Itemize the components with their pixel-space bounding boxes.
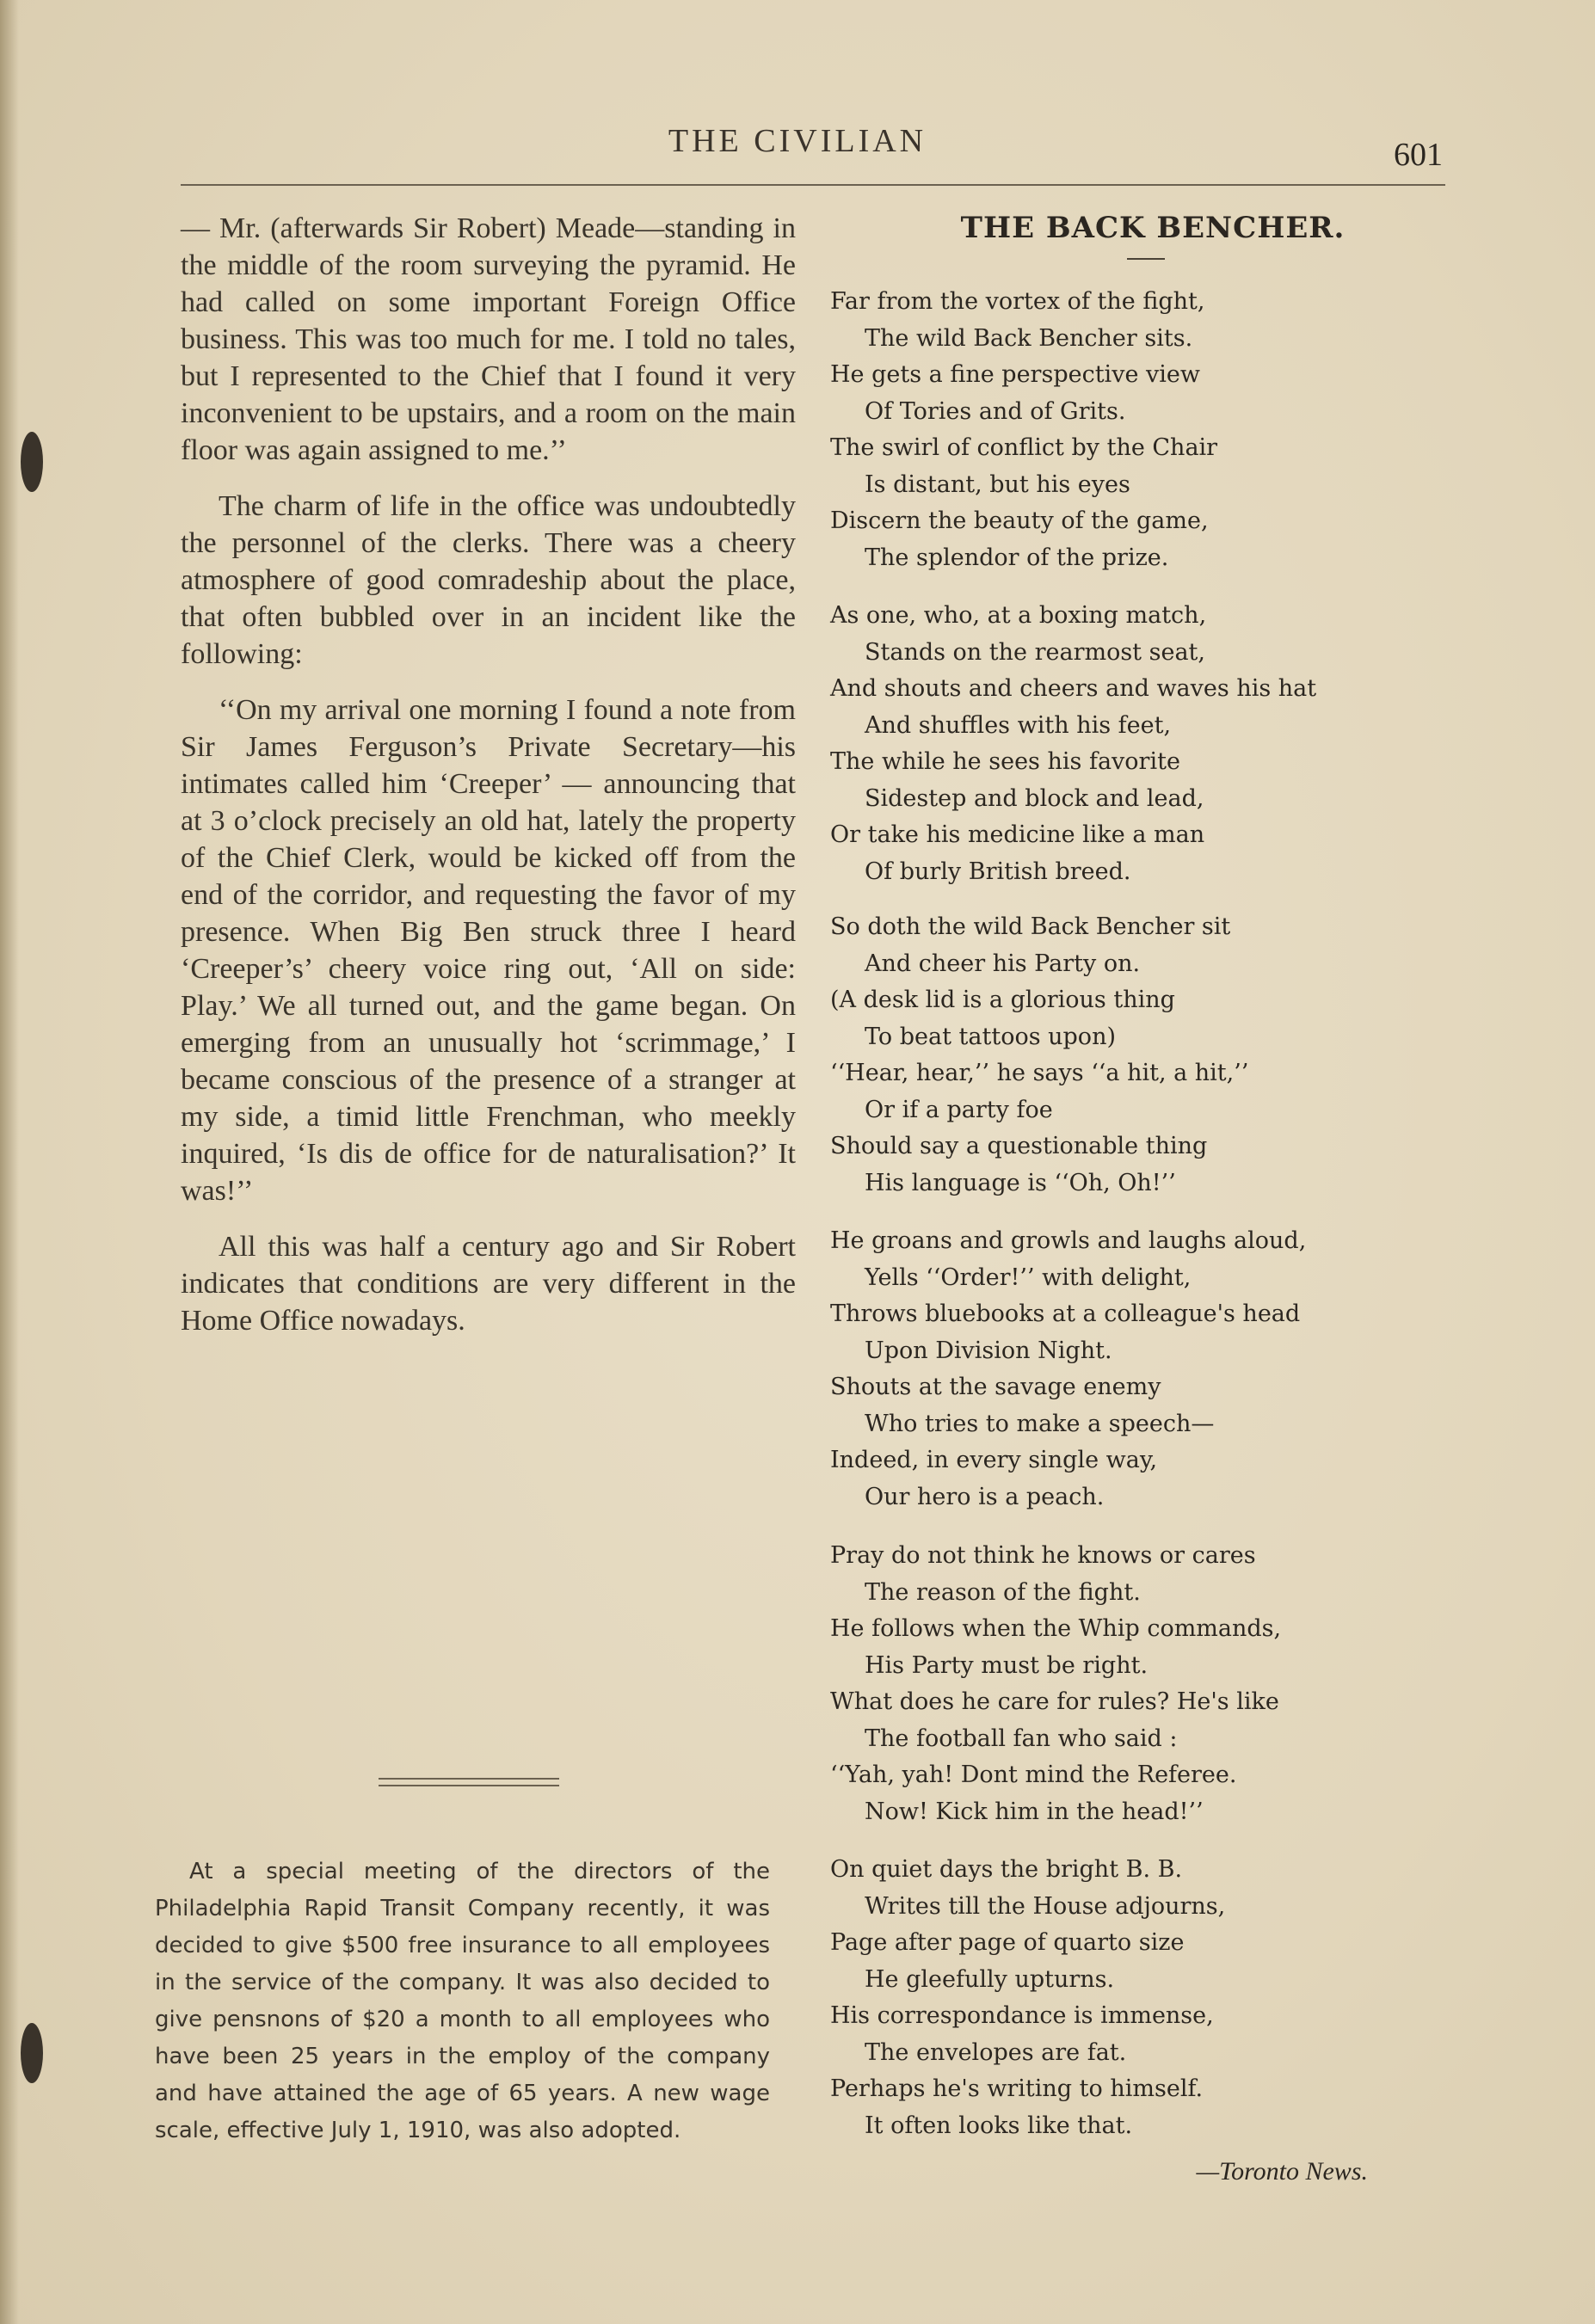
poem-stanza [830, 598, 1501, 890]
poem-line: Far from the vortex of the fight, [830, 288, 1205, 315]
page-number: 601 [1394, 137, 1443, 173]
poem-stanza [830, 909, 1501, 1202]
poem-stanza [830, 284, 1501, 576]
article-column [181, 210, 796, 1358]
poem-line: The reason of the fight. [865, 1578, 1141, 1606]
poem-line: The football fan who said : [865, 1725, 1178, 1752]
poem-line: Who tries to make a speech— [865, 1410, 1215, 1437]
poem-line: ‘‘Yah, yah! Dont mind the Referee. [830, 1761, 1237, 1788]
poem-line: His Party must be right. [865, 1651, 1149, 1679]
poem-line: Writes till the House adjourns, [865, 1892, 1226, 1920]
article-paragraph: The charm of life in the office was undoubtedly the personnel of the clerks. There was a cheery atmosphere of good comradeship about the place, that often bubbled over in an incident like the following: [181, 490, 796, 670]
poem-line: Sidestep and block and lead, [865, 784, 1204, 812]
poem-line: On quiet days the bright B. B. [830, 1856, 1183, 1883]
poem-line: Perhaps he's writing to himself. [830, 2075, 1204, 2102]
poem-line: So doth the wild Back Bencher sit [830, 913, 1231, 940]
poem-line: Indeed, in every single way, [830, 1447, 1158, 1473]
transit-notice [155, 1854, 770, 2149]
poem-line: Page after page of quarto size [830, 1929, 1185, 1956]
poem-line: Of burly British breed. [865, 858, 1131, 885]
poem-line: He groans and growls and laughs aloud, [830, 1227, 1307, 1254]
header-rule [181, 184, 1445, 186]
poem-title: THE BACK BENCHER. [960, 211, 1346, 245]
poem-line: He gleefully upturns. [865, 1965, 1115, 1993]
poem-line: Yells ‘‘Order!’’ with delight, [865, 1263, 1192, 1291]
poem-stanza [830, 1852, 1501, 2144]
poem-line: And cheer his Party on. [865, 950, 1141, 977]
poem-line: The swirl of conflict by the Chair [830, 434, 1218, 461]
poem-line: His language is ‘‘Oh, Oh!’’ [865, 1169, 1176, 1196]
poem-line: Shouts at the savage enemy [830, 1374, 1161, 1400]
binding-hole-top [21, 432, 43, 492]
poem-line: Or take his medicine like a man [830, 821, 1205, 848]
poem-line: Discern the beauty of the game, [830, 507, 1209, 534]
poem-line: Is distant, but his eyes [865, 470, 1130, 498]
section-divider [379, 1778, 559, 1786]
poem-attribution: —Toronto News. [1196, 2157, 1368, 2186]
poem-line: The while he sees his favorite [830, 748, 1180, 775]
poem-line: His correspondance is immense, [830, 2002, 1214, 2029]
poem-line: And shuffles with his feet, [865, 711, 1172, 739]
poem-line: Pray do not think he knows or cares [830, 1542, 1256, 1569]
title-dash [1127, 258, 1165, 260]
binding-hole-bottom [21, 2023, 43, 2083]
poem-line: Our hero is a peach. [865, 1483, 1105, 1510]
poem-line: (A desk lid is a glorious thing [830, 987, 1175, 1013]
running-head: THE CIVILIAN [668, 123, 927, 159]
article-paragraph: ‘‘On my arrival one morning I found a note from Sir James Ferguson’s Private Secretary—his intimates called him ‘Creeper’ — announcing that at 3 o’clock precisely an old hat, lately the property of the Chief Clerk, would be kicked off from the end of the corridor, and requesting the favor of my presence. When Big Ben struck three I heard ‘Creeper’s’ cheery voice ring out, ‘All on side: Play.’ We all turned out, and the game began. On emerging from an unusually hot ‘scrimmage,’ I became conscious of the presence of a stranger at my side, a timid little Frenchman, who meekly inquired, ‘Is dis de office for de naturalisation?’ It was!’’ [181, 694, 796, 1207]
poem-line: The wild Back Bencher sits. [865, 324, 1193, 352]
article-paragraph: All this was half a century ago and Sir Robert indicates that conditions are very different in the Home Office nowadays. [181, 1231, 796, 1337]
poem-line: Of Tories and of Grits. [865, 397, 1126, 425]
poem-line: He gets a fine perspective view [830, 361, 1200, 388]
poem-line: It often looks like that. [865, 2112, 1133, 2139]
poem-line: What does he care for rules? He's like [830, 1688, 1279, 1715]
notice-paragraph: At a special meeting of the directors of the Philadelphia Rapid Transit Company recently, it was decided to give $500 free insurance to all employees in the service of the company. It was also decided to give pensnons of $20 a month to all employees who have been 25 years in the employ of the company and have attained the age of 65 years. A new wage scale, effective July 1, 1910, was also adopted. [155, 1859, 770, 2143]
poem-line: Now! Kick him in the head!’’ [865, 1798, 1204, 1825]
poem-line: Or if a party foe [865, 1096, 1053, 1123]
poem-line: He follows when the Whip commands, [830, 1615, 1282, 1642]
poem-stanza [830, 1223, 1501, 1516]
binding-shadow [0, 0, 19, 2324]
poem-line: Upon Division Night. [865, 1337, 1112, 1364]
poem-line: ‘‘Hear, hear,’’ he says ‘‘a hit, a hit,’’ [830, 1060, 1249, 1086]
article-paragraph: — Mr. (afterwards Sir Robert) Meade—standing in the middle of the room surveying the pyramid. He had called on some important Foreign Office business. This was too much for me. I told no tales, but I represented to the Chief that I found it very inconvenient to be upstairs, and a room on the main floor was again assigned to me.’’ [181, 212, 796, 466]
poem-line: As one, who, at a boxing match, [830, 602, 1207, 629]
poem-line: To beat tattoos upon) [865, 1023, 1116, 1050]
poem-line: The envelopes are fat. [865, 2038, 1127, 2066]
poem-line: Stands on the rearmost seat, [865, 638, 1205, 666]
poem-stanza [830, 1538, 1501, 1830]
poem-line: The splendor of the prize. [865, 544, 1169, 571]
poem-line: Throws bluebooks at a colleague's head [830, 1300, 1301, 1327]
poem-line: Should say a questionable thing [830, 1133, 1208, 1159]
poem-line: And shouts and cheers and waves his hat [830, 675, 1317, 702]
